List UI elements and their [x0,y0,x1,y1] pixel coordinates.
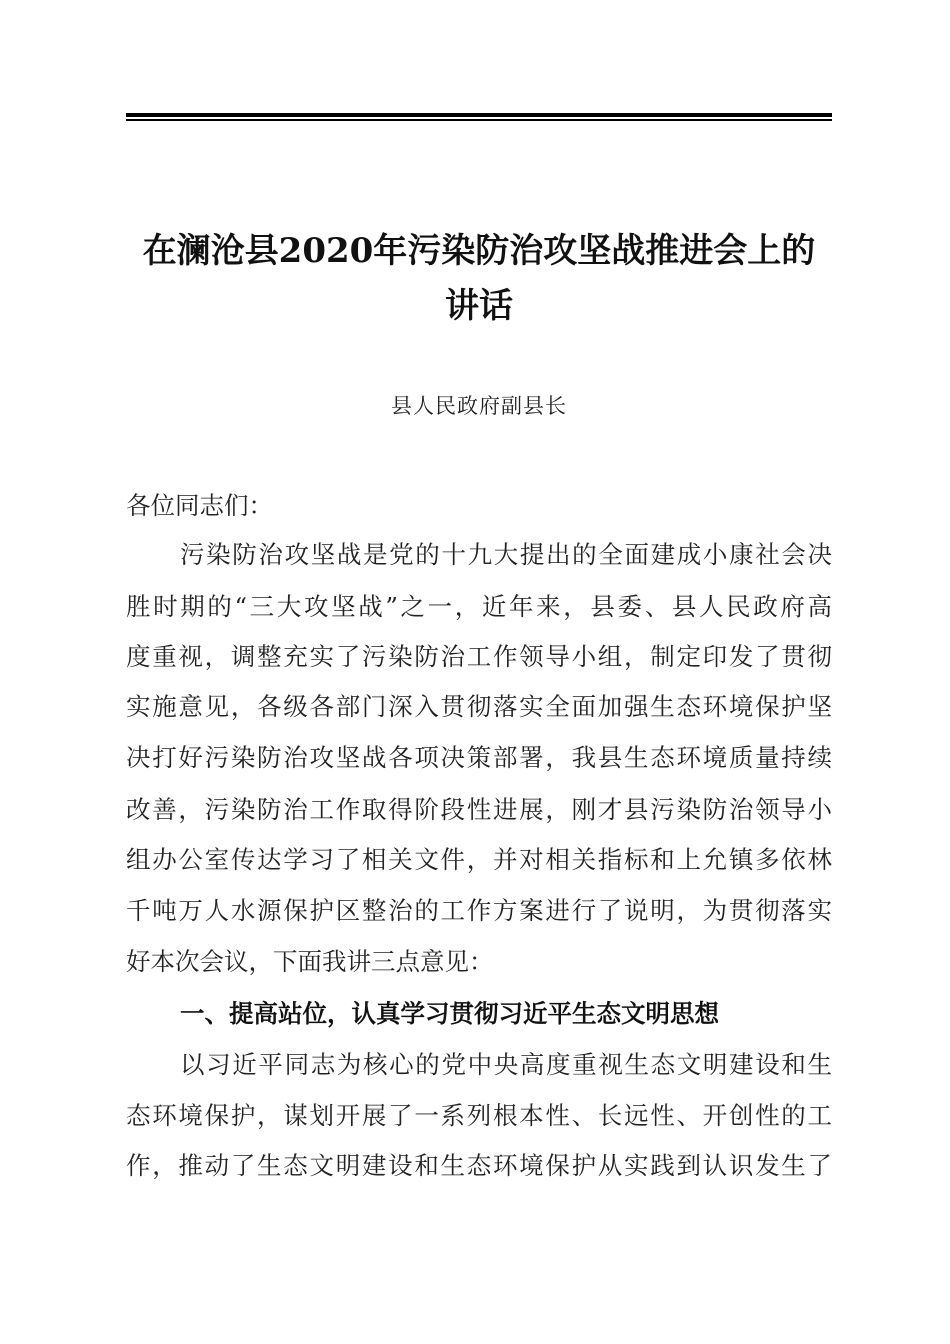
paragraph-line: 污染防治攻坚战是党的十九大提出的全面建成小康社会决 [180,540,832,569]
section-heading: 一、提高站位，认真学习贯彻习近平生态文明思想 [180,999,719,1028]
paragraph-line: 好本次会议，下面我讲三点意见： [126,947,494,976]
paragraph-line: 以习近平同志为核心的党中央高度重视生态文明建设和生 [180,1050,832,1079]
title-line: 讲话 [445,286,513,326]
salutation: 各位同志们： [126,491,273,520]
author-line: 县人民政府副县长 [391,394,567,418]
paragraph-line: 实施意见，各级各部门深入贯彻落实全面加强生态环境保护坚 [126,692,832,721]
title-line: 在澜沧县2020年污染防治攻坚战推进会上的 [142,231,816,271]
header-rule-thin [126,119,832,121]
header-rule-thick [126,113,832,117]
paragraph-line: 千吨万人水源保护区整治的工作方案进行了说明，为贯彻落实 [126,896,832,925]
paragraph-line: 决打好污染防治攻坚战各项决策部署，我县生态环境质量持续 [126,743,832,772]
paragraph-line: 度重视，调整充实了污染防治工作领导小组，制定印发了贯彻 [126,642,832,671]
paragraph-line: 改善，污染防治工作取得阶段性进展，刚才县污染防治领导小 [126,795,832,824]
document-title [126,224,832,334]
paragraph-line: 态环境保护，谋划开展了一系列根本性、长远性、开创性的工 [126,1101,832,1130]
paragraph-line: 组办公室传达学习了相关文件，并对相关指标和上允镇多依林 [126,845,832,874]
paragraph-line: 作，推动了生态文明建设和生态环境保护从实践到认识发生了 [126,1151,832,1180]
paragraph-line: 胜时期的“三大攻坚战”之一，近年来，县委、县人民政府高 [126,592,832,621]
